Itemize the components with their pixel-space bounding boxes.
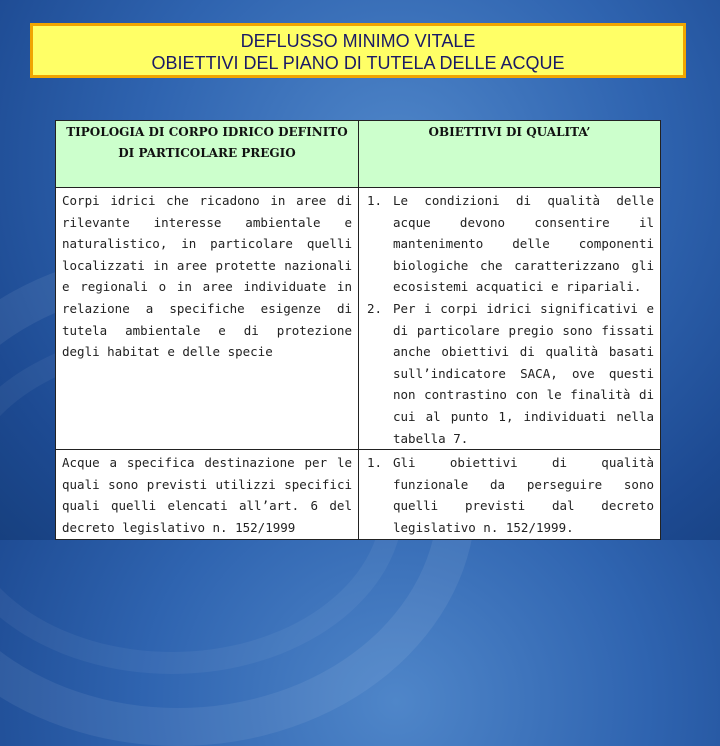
title-line-2: OBIETTIVI DEL PIANO DI TUTELA DELLE ACQUE — [151, 53, 565, 73]
row-2-obiettivi — [359, 450, 661, 539]
item-text: Le condizioni di qualità delle acque devono consentire il mantenimento delle componenti biologiche che caratterizzano gli ecosistemi acquatici e ripariali. — [393, 193, 654, 295]
table-row — [56, 188, 661, 450]
header-tipologia: TIPOLOGIA DI CORPO IDRICO DEFINITO DI PARTICOLARE PREGIO — [56, 121, 359, 188]
row-1-tipologia: Corpi idrici che ricadono in aree di rilevante interesse ambientale e naturalistico, in particolare quelli localizzati in aree protette nazionali e regionali o in aree individuate in relazione a specifiche esigenze di tutela ambientale e di protezione degli habitat e delle specie — [56, 188, 359, 450]
objective-item — [367, 298, 654, 449]
item-text: Per i corpi idrici significativi e di particolare pregio sono fissati anche obiettivi di qualità basati sull’indicatore SACA, ove questi non contrastino con le finalità di cui al punto 1, individuati nella tabella 7. — [393, 300, 654, 446]
objective-item — [367, 190, 654, 298]
item-number: 1. — [367, 455, 383, 471]
item-text: Gli obiettivi di qualità funzionale da perseguire sono quelli previsti dal decreto legislativo n. 152/1999. — [393, 455, 654, 535]
title-line-1: DEFLUSSO MINIMO VITALE — [240, 31, 476, 51]
slide-title — [30, 23, 686, 78]
row-2-tipologia: Acque a specifica destinazione per le quali sono previsti utilizzi specifici quali quelli elencati all’art. 6 del decreto legislativo n. 152/1999 — [56, 450, 359, 539]
header-obiettivi: OBIETTIVI DI QUALITA’ — [359, 121, 661, 188]
item-number: 1. — [367, 193, 383, 208]
table-header-row — [56, 121, 661, 188]
objectives-table — [55, 120, 661, 540]
objective-item — [367, 452, 654, 538]
row-1-obiettivi — [359, 188, 661, 450]
item-number: 2. — [367, 300, 383, 316]
table-row — [56, 450, 661, 539]
